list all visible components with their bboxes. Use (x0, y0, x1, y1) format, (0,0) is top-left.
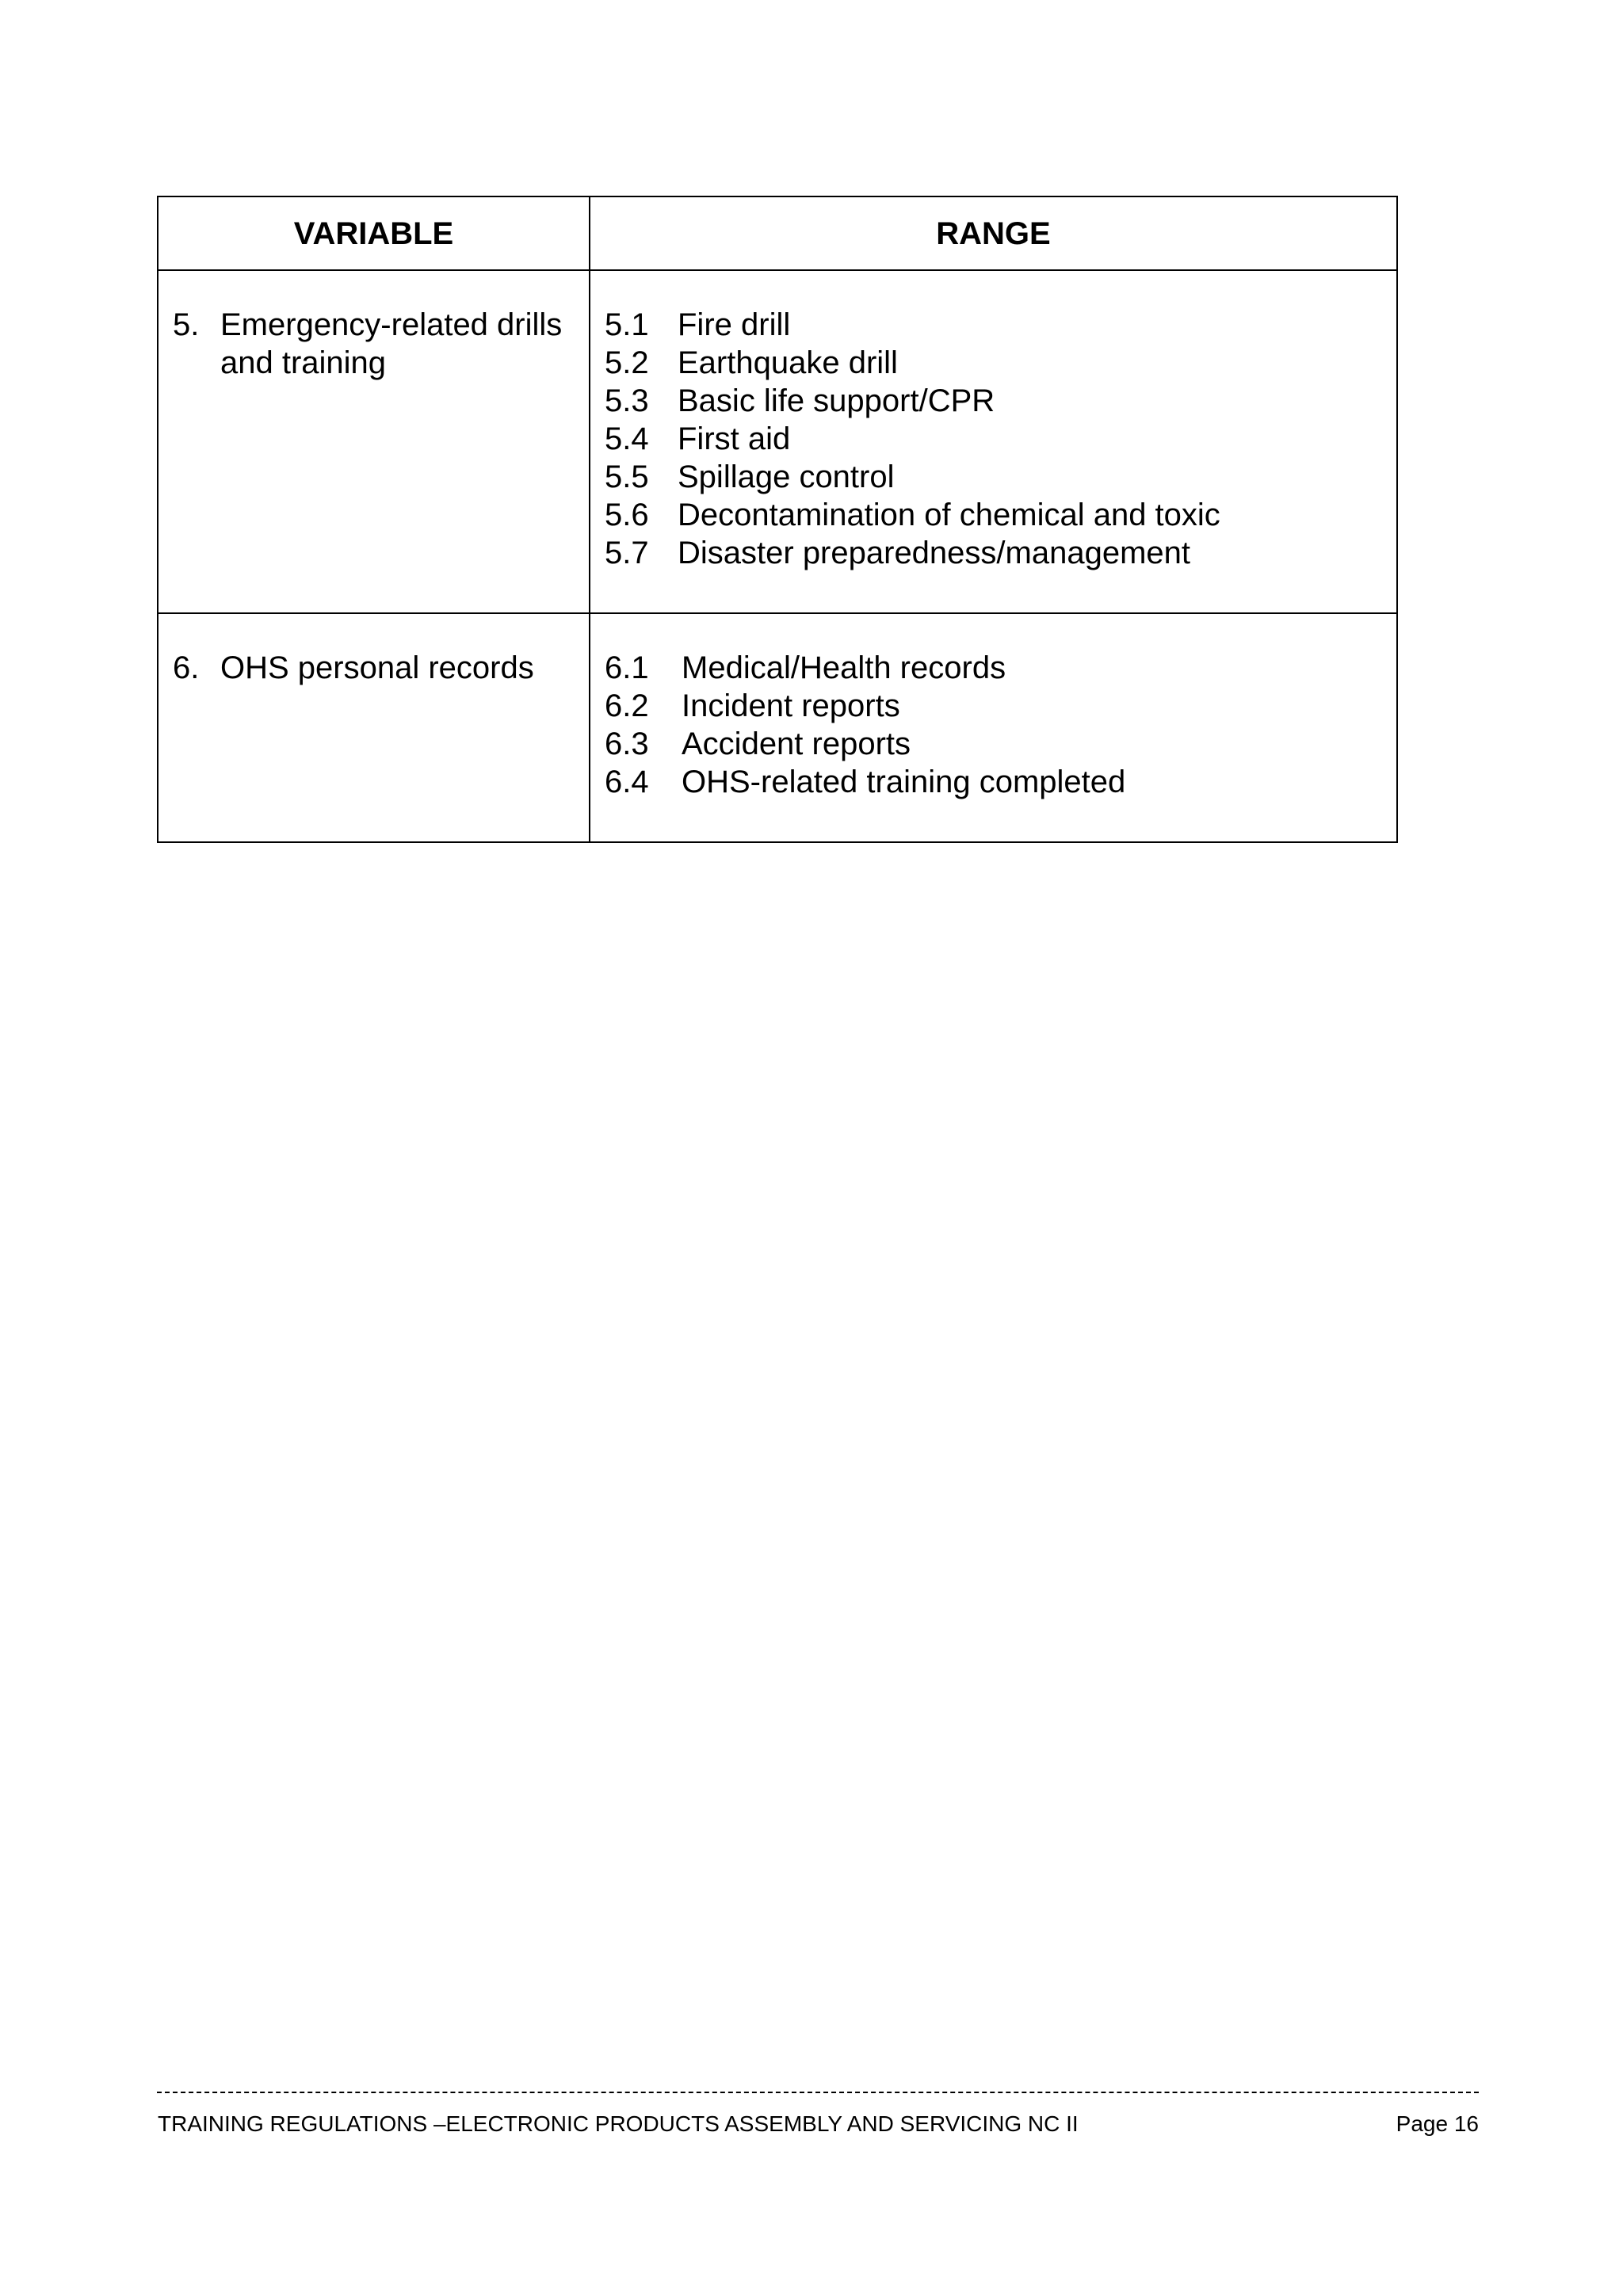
range-item (605, 534, 1388, 572)
range-number: 5.4 (605, 421, 649, 456)
range-text: Earthquake drill (678, 345, 898, 380)
page-number: Page 16 (1396, 2111, 1479, 2136)
range-text: First aid (678, 421, 791, 456)
range-item (605, 420, 1388, 458)
range-number: 6.1 (605, 650, 649, 685)
table-row (158, 613, 1397, 842)
variable-cell (158, 270, 590, 613)
range-number: 6.4 (605, 765, 649, 799)
range-item (605, 687, 1388, 725)
header-range: RANGE (590, 196, 1397, 270)
variable-range-table (157, 196, 1398, 843)
range-number: 5.2 (605, 345, 649, 380)
variable-item (173, 649, 581, 687)
range-text: Medical/Health records (682, 650, 1006, 685)
range-text: Fire drill (678, 307, 791, 342)
variable-number: 5. (173, 307, 200, 342)
range-item (605, 458, 1388, 496)
range-item (605, 382, 1388, 420)
range-number: 5.1 (605, 307, 649, 342)
range-text: Accident reports (682, 727, 911, 761)
range-number: 6.2 (605, 688, 649, 723)
range-item (605, 649, 1388, 687)
variable-cell (158, 613, 590, 842)
range-text: Incident reports (682, 688, 900, 723)
variable-number: 6. (173, 650, 200, 685)
range-number: 5.7 (605, 536, 649, 570)
footer-title: TRAINING REGULATIONS –ELECTRONIC PRODUCTS ASSEMBLY AND SERVICING NC II (158, 2111, 1079, 2136)
variable-item (173, 306, 581, 382)
range-text: Basic life support/CPR (678, 383, 995, 418)
range-item (605, 725, 1388, 763)
variable-text: Emergency-related drills and training (220, 307, 563, 380)
range-number: 5.5 (605, 460, 649, 494)
range-text: Spillage control (678, 460, 895, 494)
table-header-row (158, 196, 1397, 270)
range-item (605, 344, 1388, 382)
range-cell (590, 270, 1397, 613)
table-row (158, 270, 1397, 613)
range-number: 6.3 (605, 727, 649, 761)
range-text: Decontamination of chemical and toxic (678, 498, 1220, 532)
range-item (605, 763, 1388, 801)
footer-divider (157, 2092, 1479, 2093)
range-text: Disaster preparedness/management (678, 536, 1191, 570)
range-item (605, 496, 1388, 534)
range-number: 5.3 (605, 383, 649, 418)
variable-text: OHS personal records (220, 650, 534, 685)
range-item (605, 306, 1388, 344)
header-variable: VARIABLE (158, 196, 590, 270)
range-text: OHS-related training completed (682, 765, 1126, 799)
range-number: 5.6 (605, 498, 649, 532)
range-cell (590, 613, 1397, 842)
